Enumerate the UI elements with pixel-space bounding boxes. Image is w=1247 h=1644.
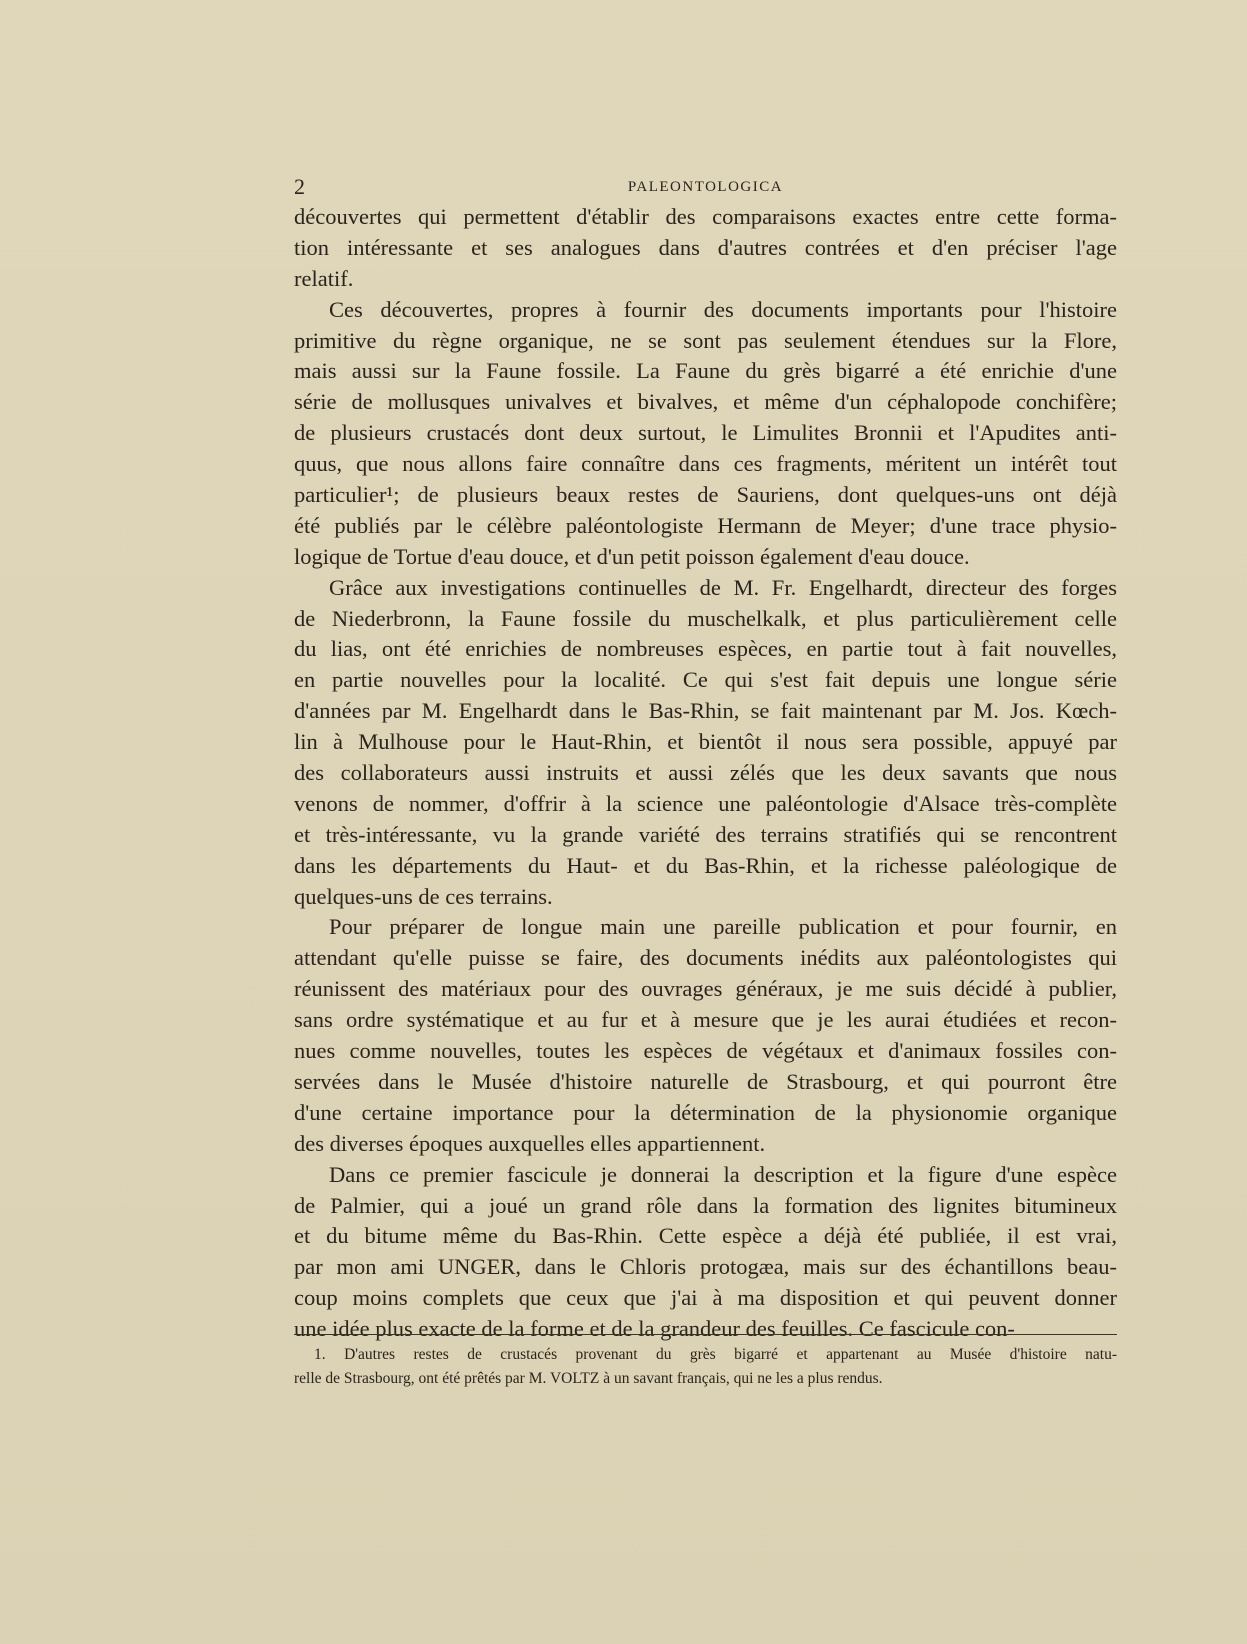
text-line: Grâce aux investigations continuelles de M. Fr. Engelhardt, directeur des forges (329, 574, 1117, 600)
text-line: et du bitume même du Bas-Rhin. Cette espèce a déjà été publiée, il est vrai, (294, 1223, 1117, 1249)
text-line: par mon ami UNGER, dans le Chloris protogæa, mais sur des échantillons beau- (294, 1254, 1117, 1280)
text-line: nues comme nouvelles, toutes les espèces de végétaux et d'animaux fossiles con- (294, 1038, 1117, 1064)
footnote (294, 1343, 1117, 1391)
text-line: Dans ce premier fascicule je donnerai la description et la figure d'une espèce (329, 1161, 1117, 1187)
text-line: de plusieurs crustacés dont deux surtout, le Limulites Bronnii et l'Apudites anti- (294, 420, 1117, 446)
text-line: quelques-uns de ces terrains. (294, 883, 553, 909)
footnote-line: 1. D'autres restes de crustacés provenant du grès bigarré et appartenant au Musée d'histoire natu- (314, 1346, 1117, 1363)
text-line: une idée plus exacte de la forme et de la grandeur des feuilles. Ce fascicule con- (294, 1316, 1015, 1342)
footnote-rule (294, 1334, 1117, 1335)
text-line: attendant qu'elle puisse se faire, des documents inédits aux paléontologistes qui (294, 945, 1117, 971)
text-line: des diverses époques auxquelles elles appartiennent. (294, 1130, 766, 1156)
text-line: quus, que nous allons faire connaître dans ces fragments, méritent un intérêt tout (294, 451, 1117, 477)
running-head: PALEONTOLOGICA (627, 179, 784, 195)
text-line: de Palmier, qui a joué un grand rôle dans la formation des lignites bitumineux (294, 1192, 1117, 1218)
text-line: d'une certaine importance pour la détermination de la physionomie organique (294, 1099, 1117, 1125)
text-line: primitive du règne organique, ne se sont pas seulement étendues sur la Flore, (294, 327, 1117, 353)
text-line: dans les départements du Haut- et du Bas-Rhin, et la richesse paléologique de (294, 852, 1117, 878)
page-header (294, 172, 1117, 202)
text-line: venons de nommer, d'offrir à la science une paléontologie d'Alsace très-complète (294, 790, 1117, 816)
text-line: lin à Mulhouse pour le Haut-Rhin, et bientôt il nous sera possible, appuyé par (294, 729, 1117, 755)
page-number: 2 (294, 174, 305, 199)
text-line: relatif. (294, 265, 354, 291)
text-line: des collaborateurs aussi instruits et aussi zélés que les deux savants que nous (294, 760, 1117, 786)
text-line: découvertes qui permettent d'établir des comparaisons exactes entre cette forma- (294, 204, 1117, 229)
text-line: sans ordre systématique et au fur et à mesure que je les aurai étudiées et recon- (294, 1007, 1117, 1033)
text-line: mais aussi sur la Faune fossile. La Faune du grès bigarré a été enrichie d'une (294, 358, 1117, 384)
text-line: et très-intéressante, vu la grande variété des terrains stratifiés qui se rencontrent (294, 821, 1117, 847)
text-line: tion intéressante et ses analogues dans d'autres contrées et d'en préciser l'age (294, 234, 1117, 260)
text-line: Pour préparer de longue main une pareille publication et pour fournir, en (329, 914, 1117, 940)
text-line: particulier¹; de plusieurs beaux restes de Sauriens, dont quelques-uns ont déjà (294, 482, 1117, 508)
text-line: du lias, ont été enrichies de nombreuses espèces, en partie tout à fait nouvelles, (294, 636, 1117, 662)
footnote-line: relle de Strasbourg, ont été prêtés par M. VOLTZ à un savant français, qui ne les a plus rendus. (294, 1370, 883, 1387)
body-text (294, 202, 1117, 1345)
text-line: coup moins complets que ceux que j'ai à ma disposition et qui peuvent donner (294, 1285, 1117, 1311)
text-line: Ces découvertes, propres à fournir des documents importants pour l'histoire (329, 296, 1117, 322)
text-line: en partie nouvelles pour la localité. Ce qui s'est fait depuis une longue série (294, 667, 1117, 693)
text-line: d'années par M. Engelhardt dans le Bas-Rhin, se fait maintenant par M. Jos. Kœch- (294, 698, 1117, 724)
text-line: logique de Tortue d'eau douce, et d'un petit poisson également d'eau douce. (294, 543, 970, 569)
text-line: réunissent des matériaux pour des ouvrages généraux, je me suis décidé à publier, (294, 976, 1117, 1002)
text-line: série de mollusques univalves et bivalves, et même d'un céphalopode conchifère; (294, 389, 1117, 415)
text-line: servées dans le Musée d'histoire naturelle de Strasbourg, et qui pourront être (294, 1068, 1117, 1094)
text-line: été publiés par le célèbre paléontologiste Hermann de Meyer; d'une trace physio- (294, 512, 1117, 538)
text-line: de Niederbronn, la Faune fossile du muschelkalk, et plus particulièrement celle (294, 605, 1117, 631)
